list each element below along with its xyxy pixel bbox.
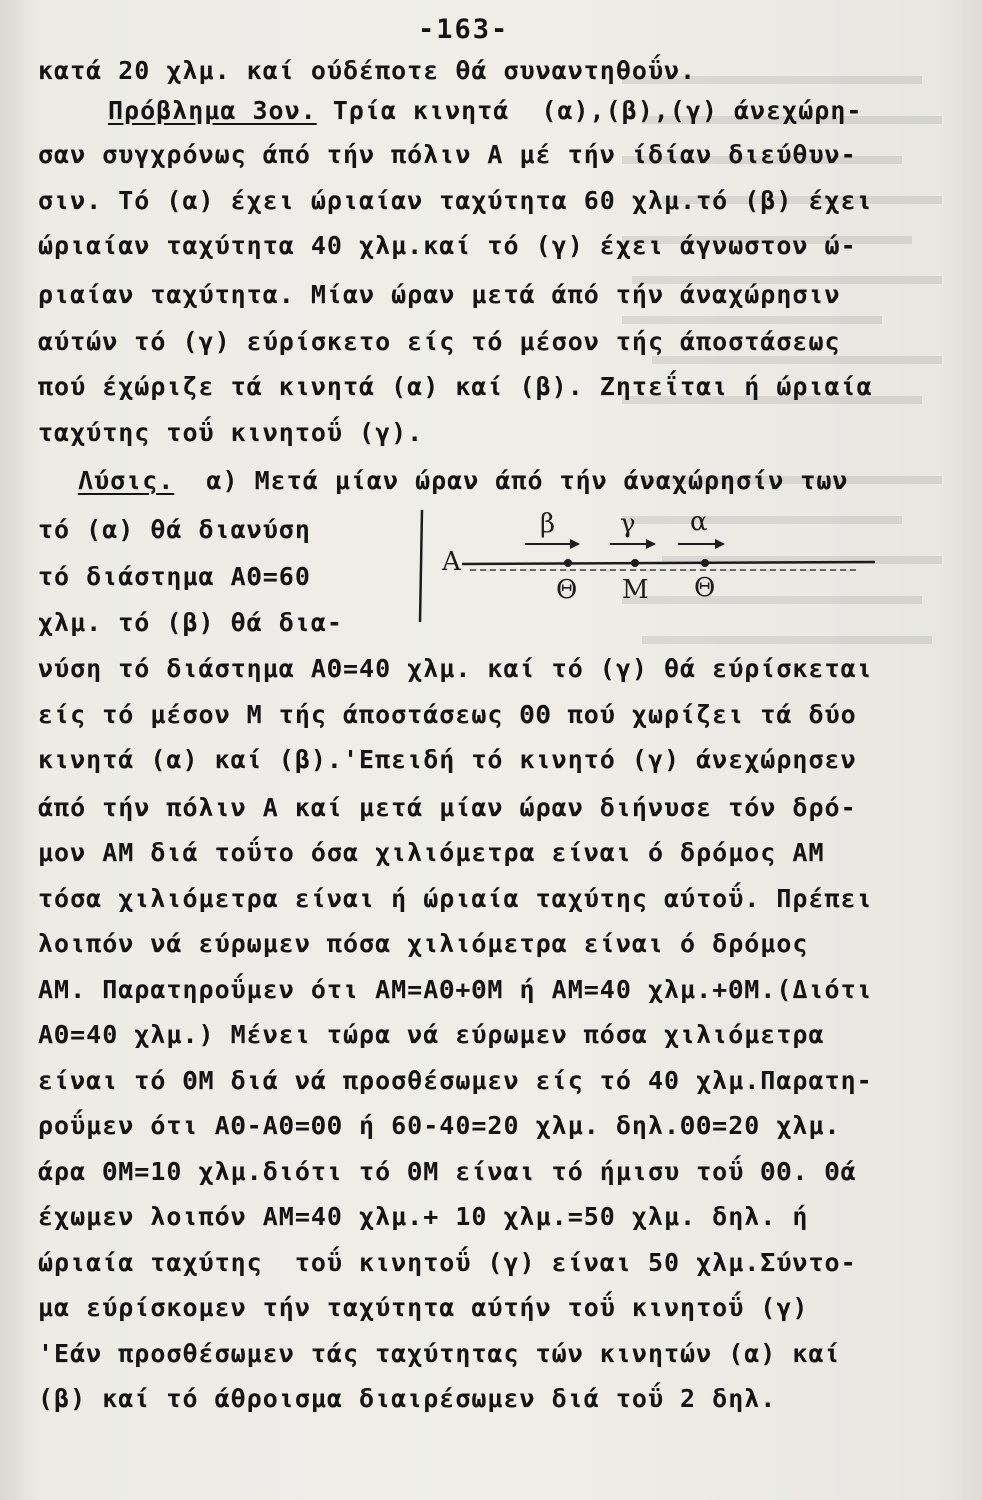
text-line-8: πού έχώριζε τά κινητά (α) καί (β). Ζητεΐται ή ώριαία (38, 372, 873, 401)
text-line-9: ταχύτης τοΰ κινητοΰ (γ). (38, 418, 424, 447)
solution-heading: Λύσις. (78, 466, 175, 495)
beta-label: β (540, 509, 556, 539)
text-line-19: τόσα χιλιόμετρα είναι ή ώριαία ταχύτης αύτοΰ. Πρέπει (38, 884, 873, 913)
theta-label: Θ (556, 575, 578, 605)
text-line-15: είς τό μέσον Μ τής άποστάσεως ΘΘ πού χωρίζει τά δύο (38, 700, 857, 729)
alpha-label: α (690, 507, 708, 537)
text-line-18: μον ΑΜ διά τοΰτο όσα χιλιόμετρα είναι ό δρόμος ΑΜ (38, 838, 825, 867)
text-line-30: (β) καί τό άθροισμα διαιρέσωμεν διά τοΰ 2 δηλ. (38, 1384, 777, 1413)
text-line-21: ΑΜ. Παρατηροΰμεν ότι ΑΜ=ΑΘ+ΘΜ ή ΑΜ=40 χλμ.+ΘΜ.(Διότι (38, 975, 873, 1004)
text-line-20: λοιπόν νά εύρωμεν πόσα χιλιόμετρα είναι ό δρόμος (38, 929, 809, 958)
text-line-24: ροΰμεν ότι ΑΘ-ΑΘ=ΘΘ ή 60-40=20 χλμ. δηλ.ΘΘ=20 χλμ. (38, 1111, 841, 1140)
text-line-7: αύτών τό (γ) εύρίσκετο είς τό μέσον τής άποστάσεως (38, 327, 841, 356)
text-line-1: κατά 20 χλμ. καί ούδέποτε θά συναντηθοΰν. (38, 56, 697, 85)
text-line-26: έχωμεν λοιπόν ΑΜ=40 χλμ.+ 10 χλμ.=50 χλμ. δηλ. ή (38, 1202, 809, 1231)
gamma-label: γ (620, 509, 636, 539)
text-line-28: μα εύρίσκομεν τήν ταχύτητα αύτήν τοΰ κινητοΰ (γ) (38, 1293, 809, 1322)
text-line-10 (78, 466, 848, 496)
point-a-label: Α (442, 547, 461, 577)
text-line-3: σαν συγχρόνως άπό τήν πόλιν Α μέ τήν ίδίαν διεύθυν- (38, 140, 857, 169)
gamma-arrowhead (646, 539, 656, 549)
text-line-29: 'Εάν προσθέσωμεν τάς ταχύτητας τών κινητών (α) καί (38, 1339, 841, 1368)
motion-diagram (410, 500, 890, 640)
text-line-27: ώριαία ταχύτης τοΰ κινητοΰ (γ) είναι 50 χλμ.Σύντο- (38, 1248, 857, 1277)
text-line-2-rest: Τρία κινητά (α),(β),(γ) άνεχώρη- (316, 96, 863, 125)
text-line-12: τό διάστημα ΑΘ=60 (38, 562, 311, 591)
text-line-22: ΑΘ=40 χλμ.) Μένει τώρα νά εύρωμεν πόσα χιλιόμετρα (38, 1020, 825, 1049)
m-label: Μ (622, 575, 649, 605)
alpha-arrowhead (715, 539, 725, 549)
road-line (462, 562, 875, 564)
text-line-25: άρα ΘΜ=10 χλμ.διότι τό ΘΜ είναι τό ήμισυ τοΰ ΘΘ. Θά (38, 1157, 857, 1186)
page-number: -163- (418, 14, 510, 45)
beta-arrowhead (570, 539, 580, 549)
text-line-14: νύση τό διάστημα ΑΘ=40 χλμ. καί τό (γ) θά εύρίσκεται (38, 654, 873, 683)
text-line-10-rest: α) Μετά μίαν ώραν άπό τήν άναχώρησίν των (174, 466, 849, 495)
text-line-23: είναι τό ΘΜ διά νά προσθέσωμεν είς τό 40 χλμ.Παρατη- (38, 1066, 873, 1095)
text-line-17: άπό τήν πόλιν Α καί μετά μίαν ώραν διήνυσε τόν δρό- (38, 793, 857, 822)
theta2-label: Θ (694, 573, 716, 603)
start-vertical-line (420, 510, 422, 622)
point-theta-dot (564, 559, 572, 567)
problem-heading: Πρόβλημα 3ον. (108, 96, 317, 125)
text-line-6: ριαίαν ταχύτητα. Μίαν ώραν μετά άπό τήν άναχώρησιν (38, 280, 841, 309)
text-line-11: τό (α) θά διανύση (38, 515, 311, 544)
text-line-5: ώριαίαν ταχύτητα 40 χλμ.καί τό (γ) έχει άγνωστον ώ- (38, 231, 857, 260)
text-line-13: χλμ. τό (β) θά δια- (38, 608, 343, 637)
point-theta2-dot (701, 559, 709, 567)
text-line-16: κινητά (α) καί (β).'Επειδή τό κινητό (γ) άνεχώρησεν (38, 745, 857, 774)
text-line-2 (108, 96, 862, 126)
text-line-4: σιν. Τό (α) έχει ώριαίαν ταχύτητα 60 χλμ.τό (β) έχει (38, 186, 873, 215)
point-m-dot (631, 559, 639, 567)
